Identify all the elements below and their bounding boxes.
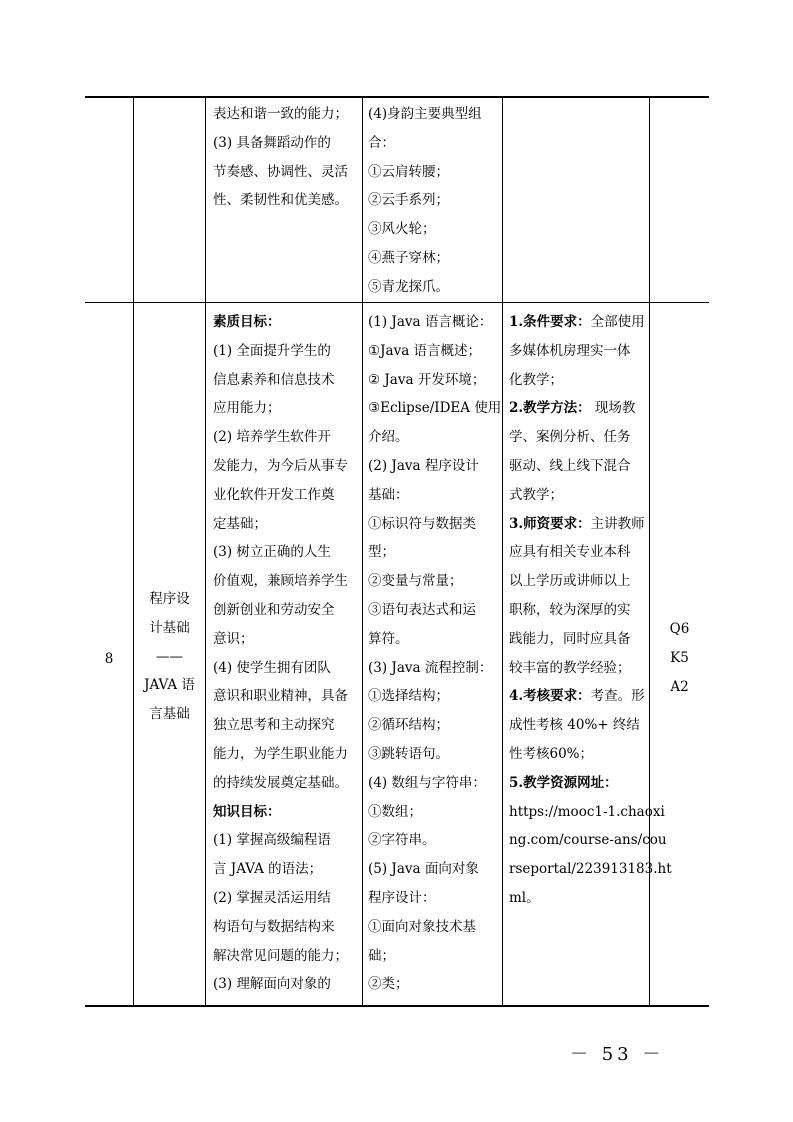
cell-line: (1) 掌握高级编程语 [213, 832, 331, 849]
requirement-text: 应具有相关专业本科 [509, 544, 631, 561]
requirement-line [509, 769, 649, 798]
cell-line: 础； [368, 947, 395, 964]
cell-line: (4) 数组与字符串： [368, 774, 486, 791]
requirement-line [509, 682, 649, 711]
cell-line: ②变量与常量； [368, 573, 463, 590]
requirement-heading: 3.师资要求： [509, 515, 591, 532]
cell-line: ②字符串。 [368, 832, 436, 849]
cell-line: ⑤青龙探爪。 [368, 278, 449, 295]
requirement-line [509, 481, 649, 510]
requirement-text: 职称，较为深厚的实 [509, 601, 631, 618]
cell-line: ④燕子穿林； [368, 249, 449, 266]
cell-line: (2) 掌握灵活运用结 [213, 889, 331, 906]
cell-line: JAVA 语 [144, 677, 195, 694]
requirement-text: 式教学； [509, 486, 563, 503]
requirement-text: 现场教 [590, 400, 636, 417]
cell-line: ③风火轮； [368, 221, 436, 238]
requirement-text: https://mooc1-1.chaoxi [509, 803, 665, 820]
cell-line: A2 [670, 678, 689, 695]
cell-line: 价值观，兼顾培养学生 [213, 573, 348, 590]
cell-line: ①面向对象技术基 [368, 918, 476, 935]
cell-line: (3) 树立正确的人生 [213, 544, 331, 561]
column-divider [502, 96, 503, 1007]
requirement-heading: 1.条件要求： [509, 314, 591, 330]
cell-line: Q6 [669, 621, 690, 637]
requirement-line [509, 394, 649, 423]
cell-line: ③语句表达式和运 [368, 601, 476, 618]
column-divider [362, 96, 363, 1007]
cell-line: ③Eclipse/IDEA 使用 [368, 400, 502, 417]
cell-line: 合： [368, 134, 395, 151]
objectives-cell [213, 308, 361, 999]
column-divider [133, 96, 134, 1007]
requirement-text: rseportal/223913183.ht [509, 861, 672, 878]
requirement-line [509, 625, 649, 654]
cell-line: (5) Java 面向对象 [368, 861, 479, 878]
column-divider [205, 96, 206, 1007]
requirement-line [509, 510, 649, 539]
cell-line: 意识； [213, 630, 254, 647]
cell-line: 构语句与数据结构来 [213, 918, 335, 935]
cell-line: 节奏感、协调性、灵活 [213, 163, 348, 180]
requirement-line [509, 452, 649, 481]
cell-line: 独立思考和主动探究 [213, 717, 335, 734]
cell-line: 能力，为学生职业能力 [213, 745, 348, 762]
cell-line: ①标识符与数据类 [368, 515, 476, 532]
requirement-line [509, 596, 649, 625]
cell-line: 程序设计： [368, 889, 436, 906]
cell-line: 素质目标： [213, 314, 281, 330]
row-number: 8 [104, 651, 114, 667]
cell-line: ①Java 语言概述； [368, 342, 482, 359]
requirement-line [509, 423, 649, 452]
cell-line: —— [156, 648, 183, 665]
cell-line: 言基础 [149, 706, 190, 723]
cell-line: ②循环结构； [368, 717, 449, 734]
cell-line: 的持续发展奠定基础。 [213, 774, 348, 791]
requirement-line [509, 711, 649, 740]
cell-line: 计基础 [149, 619, 190, 636]
cell-line: 程序设 [149, 591, 190, 607]
requirement-text: 学、案例分析、任务 [509, 429, 631, 446]
requirement-heading: 5.教学资源网址： [509, 774, 618, 791]
row-divider [85, 302, 709, 303]
requirement-text: ng.com/course-ans/cou [509, 832, 667, 849]
cell-line: 意识和职业精神，具备 [213, 688, 348, 705]
cell-line: 型； [368, 544, 395, 561]
cell-line: 创新创业和劳动安全 [213, 601, 335, 618]
requirement-line [509, 884, 649, 913]
cell-line: ①数组； [368, 803, 422, 820]
cell-line: (4) 使学生拥有团队 [213, 659, 331, 676]
cell-line: ③跳转语句。 [368, 745, 449, 762]
prev-row-content-cell [368, 100, 502, 302]
requirement-text: 较丰富的教学经验； [509, 659, 631, 676]
cell-line: 解决常见问题的能力； [213, 947, 348, 964]
cell-line: K5 [670, 649, 689, 666]
requirement-line [509, 826, 667, 855]
cell-line: 应用能力； [213, 400, 281, 417]
table-bottom-border [85, 1005, 709, 1007]
cell-line: ② Java 开发环境； [368, 371, 486, 388]
course-name-cell [134, 585, 205, 729]
cell-line: (1) Java 语言概论： [368, 314, 493, 330]
cell-line: 定基础； [213, 515, 267, 532]
requirement-line [509, 855, 672, 884]
cell-line: ②类； [368, 976, 409, 993]
cell-line: ①选择结构； [368, 688, 449, 705]
page-number: － 53 － [570, 1044, 665, 1065]
prev-row-objectives-cell [213, 100, 361, 215]
requirement-text: 性考核60%； [509, 745, 594, 762]
requirement-text: 驱动、线上线下混合 [509, 457, 631, 474]
cell-line: (3) 理解面向对象的 [213, 976, 331, 993]
requirement-line [509, 567, 649, 596]
cell-line: 业化软件开发工作奠 [213, 486, 335, 503]
requirements-cell [509, 308, 672, 913]
requirement-line [509, 538, 649, 567]
requirement-line [509, 366, 649, 395]
cell-line: 信息素养和信息技术 [213, 371, 335, 388]
requirement-heading: 4.考核要求： [509, 688, 591, 705]
cell-line: 言 JAVA 的语法； [213, 861, 323, 878]
cell-line: 基础： [368, 486, 409, 503]
requirement-line [509, 308, 649, 337]
cell-line: (1) 全面提升学生的 [213, 342, 331, 359]
requirement-text: 化教学； [509, 371, 563, 388]
requirement-text: 考查。形 [590, 688, 645, 705]
requirement-heading: 2.教学方法： [509, 400, 591, 417]
cell-line: 介绍。 [368, 429, 409, 446]
requirement-line [509, 798, 665, 827]
cell-line: 算符。 [368, 630, 409, 647]
cell-line: 表达和谐一致的能力； [213, 106, 348, 122]
requirement-text: 多媒体机房理实一体 [509, 342, 631, 359]
requirement-line [509, 740, 649, 769]
cell-line: 性、柔韧性和优美感。 [213, 192, 348, 209]
cell-line: (3) Java 流程控制： [368, 659, 493, 676]
requirement-text: 成性考核 40%+ 终结 [509, 717, 640, 734]
requirement-line [509, 337, 649, 366]
cell-line: 知识目标： [213, 803, 281, 820]
content-cell [368, 308, 502, 999]
requirement-text: 主讲教师 [590, 515, 645, 532]
requirement-text: ml。 [509, 889, 540, 906]
cell-line: (2) 培养学生软件开 [213, 429, 331, 446]
requirement-text: 全部使用 [590, 314, 645, 330]
codes-cell [650, 615, 709, 701]
cell-line: (2) Java 程序设计 [368, 457, 479, 474]
cell-line: 发能力，为今后从事专 [213, 457, 348, 474]
row-number-cell [85, 645, 133, 674]
requirement-line [509, 654, 649, 683]
requirement-text: 践能力，同时应具备 [509, 630, 631, 647]
requirement-text: 以上学历或讲师以上 [509, 573, 631, 590]
table-top-border [85, 96, 709, 98]
cell-line: (4)身韵主要典型组 [368, 106, 482, 122]
cell-line: (3) 具备舞蹈动作的 [213, 134, 331, 151]
cell-line: ①云肩转腰； [368, 163, 449, 180]
cell-line: ②云手系列； [368, 192, 449, 209]
